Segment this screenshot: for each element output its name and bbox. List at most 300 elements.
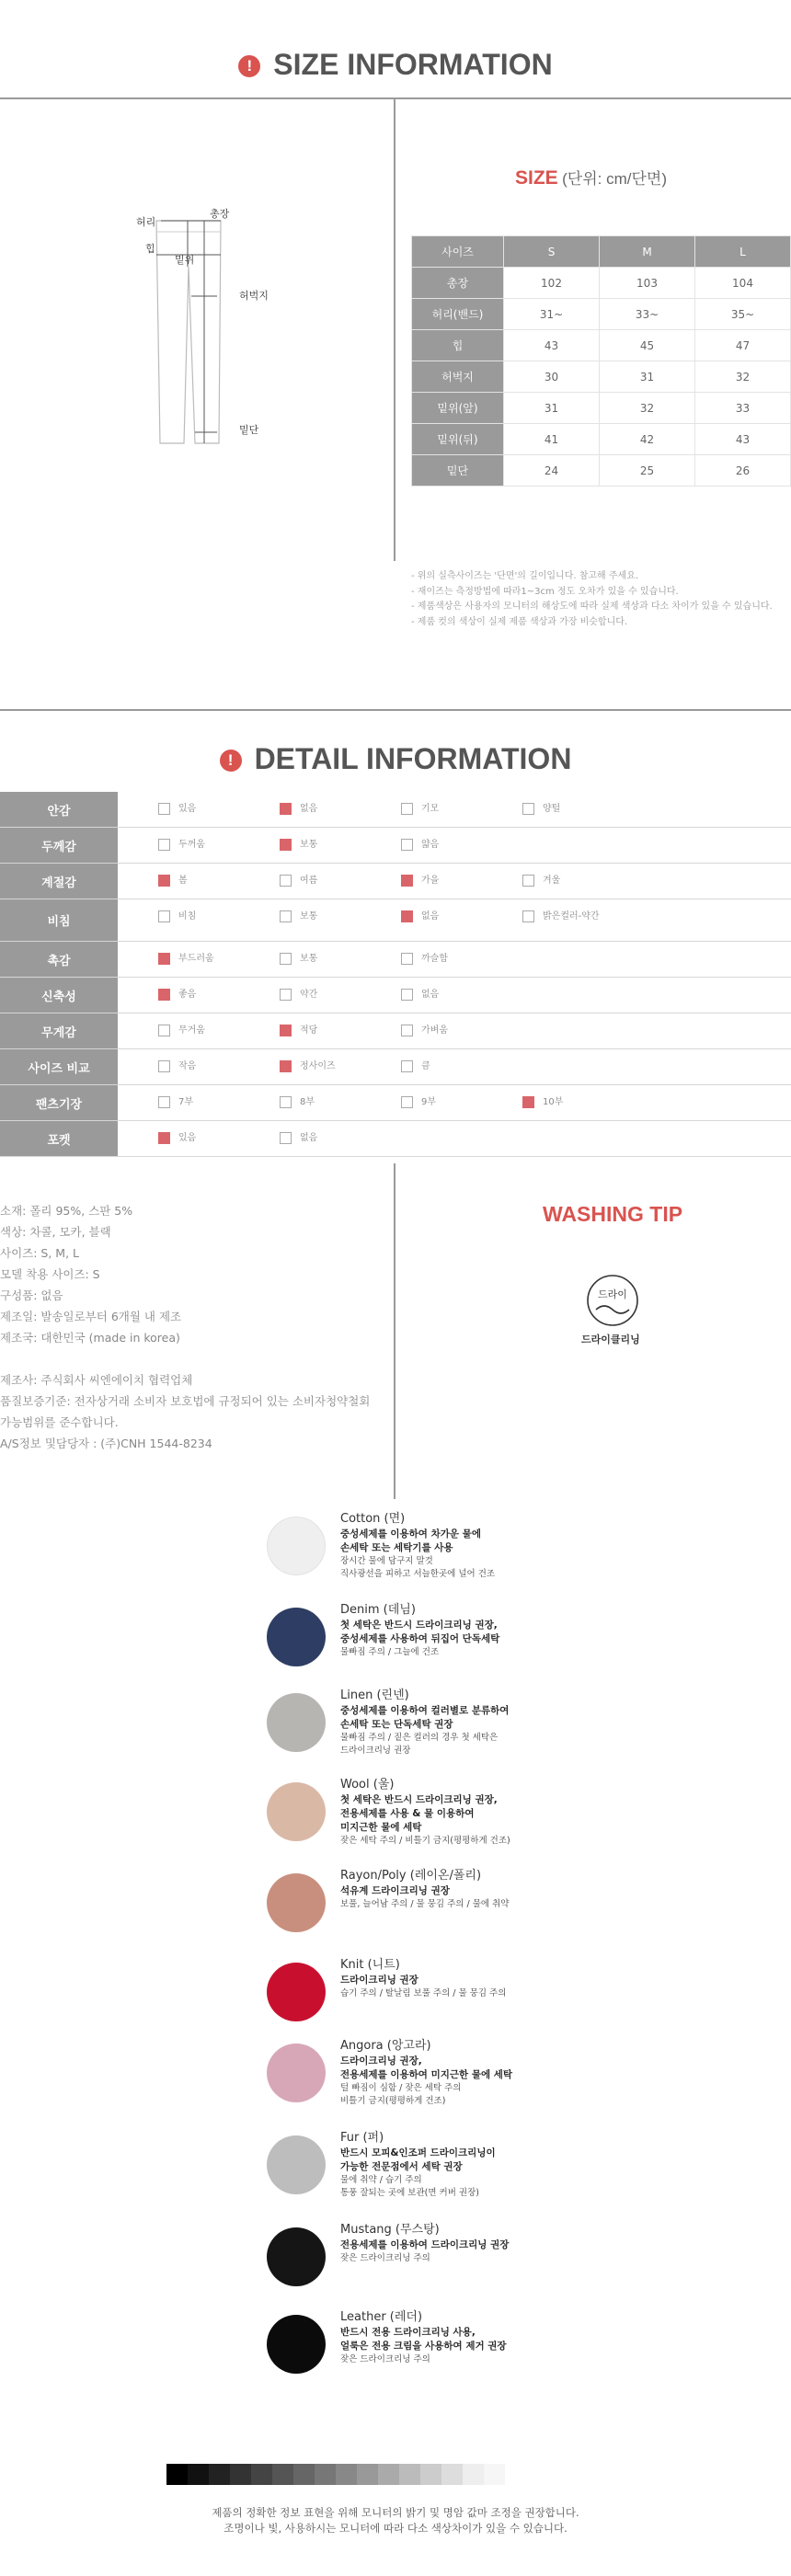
divider: [394, 99, 396, 561]
size-cell: 103: [600, 268, 695, 299]
fabric-item: [267, 1602, 543, 1676]
detail-option-label: 큼: [421, 1061, 430, 1071]
checkbox-checked: [280, 839, 292, 851]
detail-option-label: 가벼움: [421, 1025, 448, 1036]
checkbox-unchecked: [280, 989, 292, 1001]
fabric-desc: 얼룩은 전용 크림을 사용하여 제거 권장: [340, 2341, 507, 2352]
detail-row: [0, 899, 791, 942]
detail-option-label: 보통: [300, 840, 318, 850]
product-info-line: 구성품: 없음: [0, 1288, 63, 1302]
fabric-note: 직사광선을 피하고 서늘한곳에 널어 건조: [340, 1569, 496, 1579]
detail-options: [118, 942, 791, 977]
fabric-item: [267, 1957, 543, 2031]
fabric-name: Fur (퍼): [340, 2131, 384, 2145]
product-info-line: 품질보증기준: 전자상거래 소비자 보호법에 규정되어 있는 소비자청약철회: [0, 1394, 371, 1408]
detail-option: [280, 839, 372, 851]
checkbox-unchecked: [280, 1132, 292, 1144]
detail-option-label: 부드러움: [178, 954, 214, 964]
detail-row-label: 비침: [0, 899, 118, 941]
product-info: [0, 1200, 396, 1454]
fabric-name: Knit (니트): [340, 1958, 400, 1972]
grayscale-swatch: [484, 2464, 505, 2485]
detail-options: [118, 828, 791, 863]
fabric-note: 장시간 물에 담구지 말것: [340, 1556, 433, 1566]
detail-option: [401, 910, 493, 922]
size-row-label: 밑단: [412, 455, 504, 487]
size-cell: 31: [504, 393, 600, 424]
grayscale-swatch: [188, 2464, 209, 2485]
grayscale-swatch: [315, 2464, 336, 2485]
detail-option: [401, 989, 493, 1001]
detail-option-label: 기모: [421, 804, 440, 814]
detail-row-label: 촉감: [0, 942, 118, 977]
detail-option: [158, 803, 250, 815]
size-cell: 30: [504, 361, 600, 393]
size-table-header-cell: 사이즈: [412, 236, 504, 268]
grayscale-bar: [166, 2464, 526, 2485]
exclamation-circle-icon: !: [238, 55, 260, 77]
fabric-note: 통풍 잘되는 곳에 보관(면 커버 권장): [340, 2188, 479, 2198]
bottom-note-line: 조명이나 빛, 사용하시는 모니터에 따라 다소 색상차이가 있을 수 있습니다.: [224, 2522, 567, 2535]
detail-option-label: 9부: [421, 1097, 437, 1107]
fabric-desc: 반드시 모피&인조퍼 드라이크리닝이: [340, 2147, 496, 2158]
checkbox-unchecked: [401, 1025, 413, 1036]
checkbox-unchecked: [280, 953, 292, 965]
fabric-text: [340, 2309, 552, 2366]
fabric-note: 잦은 세탁 주의 / 비틀기 금지(평평하게 건조): [340, 1836, 510, 1846]
fabric-name: Leather (레더): [340, 2310, 423, 2324]
washing-tip-title: WASHING TIP: [543, 1202, 683, 1226]
product-info-line: 제조국: 대한민국 (made in korea): [0, 1331, 180, 1345]
size-table-row: [412, 455, 791, 487]
detail-option-label: 정사이즈: [300, 1061, 336, 1071]
fabric-note: 드라이크리닝 권장: [340, 1746, 411, 1756]
product-info-line: 사이즈: S, M, L: [0, 1246, 79, 1260]
detail-option: [158, 953, 250, 965]
washing-label: 드라이클리닝: [581, 1334, 640, 1345]
fabric-note: 비틀기 금지(평평하게 건조): [340, 2096, 446, 2106]
size-cell: 47: [695, 330, 791, 361]
size-row-label: 힙: [412, 330, 504, 361]
product-info-line: A/S정보 및담당자 : (주)CNH 1544-8234: [0, 1437, 212, 1450]
fabric-desc: 반드시 전용 드라이크리닝 사용,: [340, 2327, 476, 2338]
fabric-swatch: [267, 1873, 326, 1932]
checkbox-unchecked: [158, 910, 170, 922]
size-heading-word: SIZE: [515, 167, 558, 189]
detail-row: [0, 792, 791, 828]
size-cell: 33: [695, 393, 791, 424]
detail-row: [0, 1121, 791, 1157]
detail-row-label: 무게감: [0, 1013, 118, 1048]
size-note: - 제품 컷의 색상이 실제 제품 색상과 가장 비슷합니다.: [411, 616, 628, 627]
dry-clean-icon: [585, 1273, 640, 1328]
size-cell: 31~: [504, 299, 600, 330]
fabric-item: [267, 1511, 543, 1585]
checkbox-unchecked: [401, 1096, 413, 1108]
size-table-header-cell: S: [504, 236, 600, 268]
size-cell: 35~: [695, 299, 791, 330]
grayscale-swatch: [336, 2464, 357, 2485]
detail-option: [158, 989, 250, 1001]
fabric-text: [340, 2130, 552, 2200]
size-note: - 위의 실측사이즈는 '단면'의 길이입니다. 참고해 주세요.: [411, 571, 639, 581]
detail-option-label: 여름: [300, 876, 318, 886]
fabric-desc: 첫 세탁은 반드시 드라이크리닝 권장,: [340, 1620, 498, 1631]
detail-options: [118, 1121, 791, 1156]
fabric-name: Angora (앙고라): [340, 2039, 431, 2053]
fabric-desc: 첫 세탁은 반드시 드라이크리닝 권장,: [340, 1794, 498, 1805]
detail-options: [118, 1049, 791, 1084]
detail-options: [118, 899, 791, 941]
detail-option: [401, 803, 493, 815]
detail-option: [158, 1132, 250, 1144]
detail-option: [158, 875, 250, 887]
fabric-text: [340, 1511, 552, 1581]
detail-option-label: 적당: [300, 1025, 318, 1036]
checkbox-checked: [522, 1096, 534, 1108]
fabric-name: Denim (데님): [340, 1603, 416, 1617]
detail-option-label: 7부: [178, 1097, 194, 1107]
bottom-note-line: 제품의 정확한 정보 표현을 위해 모니터의 밝기 및 명암 값마 조정을 권장합니다.: [212, 2506, 579, 2519]
product-info-line: 색상: 차콜, 모카, 블랙: [0, 1225, 111, 1239]
detail-options: [118, 978, 791, 1013]
detail-options: [118, 864, 791, 899]
detail-option: [280, 1060, 372, 1072]
grayscale-swatch: [399, 2464, 420, 2485]
diagram-label-length: 총장: [210, 208, 230, 220]
size-table-row: [412, 330, 791, 361]
detail-option-label: 없음: [421, 911, 440, 922]
size-cell: 32: [695, 361, 791, 393]
fabric-desc: 전용세제를 이용하여 드라이크리닝 권장: [340, 2239, 510, 2250]
fabric-desc: 중성세제를 이용하여 컬러별로 분류하여: [340, 1705, 510, 1716]
grayscale-swatch: [378, 2464, 399, 2485]
detail-option: [158, 910, 250, 922]
checkbox-unchecked: [401, 1060, 413, 1072]
checkbox-checked: [280, 1060, 292, 1072]
fabric-swatch: [267, 2135, 326, 2194]
fabric-desc: 가능한 전문점에서 세탁 권장: [340, 2161, 463, 2172]
dry-clean-icon-text: 드라이: [598, 1288, 627, 1300]
size-cell: 43: [695, 424, 791, 455]
fabric-note: 보풀, 늘어남 주의 / 물 뭉김 주의 / 물에 취약: [340, 1899, 510, 1909]
detail-row: [0, 942, 791, 978]
checkbox-checked: [401, 910, 413, 922]
detail-option: [401, 953, 493, 965]
size-table-row: [412, 393, 791, 424]
detail-option-label: 좋음: [178, 990, 197, 1000]
fabric-item: [267, 2309, 543, 2383]
detail-option-label: 봄: [178, 876, 188, 886]
checkbox-unchecked: [401, 803, 413, 815]
checkbox-checked: [158, 989, 170, 1001]
fabric-note: 털 빠짐이 심함 / 잦은 세탁 주의: [340, 2083, 462, 2093]
checkbox-unchecked: [158, 1096, 170, 1108]
detail-row-label: 포켓: [0, 1121, 118, 1156]
checkbox-checked: [158, 1132, 170, 1144]
detail-row-label: 안감: [0, 792, 118, 827]
checkbox-unchecked: [158, 1025, 170, 1036]
fabric-swatch: [267, 1608, 326, 1666]
fabric-desc: 중성세제를 사용하여 뒤집어 단독세탁: [340, 1633, 500, 1644]
grayscale-swatch: [357, 2464, 378, 2485]
fabric-note: 습기 주의 / 탈날림 보풀 주의 / 물 뭉김 주의: [340, 1988, 507, 1998]
divider: [0, 709, 791, 711]
size-cell: 25: [600, 455, 695, 487]
detail-row-label: 계절감: [0, 864, 118, 899]
size-cell: 42: [600, 424, 695, 455]
detail-row-label: 두께감: [0, 828, 118, 863]
detail-option: [401, 875, 493, 887]
checkbox-unchecked: [280, 1096, 292, 1108]
detail-options: [118, 1013, 791, 1048]
fabric-desc: 미지근한 물에 세탁: [340, 1822, 422, 1833]
detail-title-text: DETAIL INFORMATION: [254, 742, 572, 775]
grayscale-swatch: [272, 2464, 293, 2485]
grayscale-swatch: [441, 2464, 463, 2485]
checkbox-unchecked: [280, 910, 292, 922]
size-table-header-cell: M: [600, 236, 695, 268]
detail-option-label: 8부: [300, 1097, 315, 1107]
fabric-swatch: [267, 1782, 326, 1841]
fabric-item: [267, 1688, 543, 1761]
fabric-note: 잦은 드라이크리닝 주의: [340, 2253, 430, 2263]
detail-row-label: 팬츠기장: [0, 1085, 118, 1120]
checkbox-unchecked: [522, 803, 534, 815]
checkbox-checked: [401, 875, 413, 887]
checkbox-checked: [280, 803, 292, 815]
fabric-swatch: [267, 2227, 326, 2286]
detail-option: [522, 803, 614, 815]
detail-option: [522, 875, 614, 887]
size-heading: [515, 166, 667, 189]
fabric-note: 물빠짐 주의 / 그늘에 건조: [340, 1647, 440, 1657]
detail-option: [280, 1096, 372, 1108]
detail-option-label: 보통: [300, 954, 318, 964]
product-info-line: 제조사: 주식회사 씨엔에이치 협력업체: [0, 1373, 193, 1387]
fabric-name: Mustang (무스탕): [340, 2223, 440, 2237]
size-section-title: [0, 48, 791, 82]
checkbox-unchecked: [522, 875, 534, 887]
detail-option-label: 없음: [300, 1133, 318, 1143]
size-cell: 31: [600, 361, 695, 393]
fabric-desc: 전용세제를 사용 & 물 이용하여: [340, 1808, 475, 1819]
detail-option-label: 보통: [300, 911, 318, 922]
fabric-desc: 손세탁 또는 단독세탁 권장: [340, 1719, 453, 1730]
fabric-text: [340, 1688, 552, 1757]
checkbox-unchecked: [401, 953, 413, 965]
detail-row-label: 신축성: [0, 978, 118, 1013]
fabric-note: 잦은 드라이크리닝 주의: [340, 2354, 430, 2364]
checkbox-unchecked: [158, 803, 170, 815]
checkbox-unchecked: [158, 839, 170, 851]
size-table: [411, 235, 791, 487]
grayscale-swatch: [251, 2464, 272, 2485]
diagram-label-thigh: 허벅지: [239, 290, 269, 302]
diagram-label-hem: 밑단: [239, 424, 259, 436]
size-table-row: [412, 268, 791, 299]
detail-row-label: 사이즈 비교: [0, 1049, 118, 1084]
fabric-name: Linen (린넨): [340, 1689, 409, 1702]
size-cell: 32: [600, 393, 695, 424]
size-note: - 제품색상은 사용자의 모니터의 해상도에 따라 실제 색상과 다소 차이가 있을 수 있습니다.: [411, 601, 773, 612]
fabric-text: [340, 1602, 552, 1659]
size-notes: [411, 569, 788, 630]
size-cell: 41: [504, 424, 600, 455]
grayscale-swatch: [230, 2464, 251, 2485]
detail-option-label: 작음: [178, 1061, 197, 1071]
grayscale-swatch: [166, 2464, 188, 2485]
detail-option: [280, 875, 372, 887]
fabric-text: [340, 1777, 552, 1848]
fabric-item: [267, 2038, 543, 2112]
size-table-header-cell: L: [695, 236, 791, 268]
size-row-label: 밑위(뒤): [412, 424, 504, 455]
detail-option-label: 얇음: [421, 840, 440, 850]
size-cell: 43: [504, 330, 600, 361]
size-row-label: 밑위(앞): [412, 393, 504, 424]
detail-table: [0, 792, 791, 1157]
detail-option: [280, 910, 372, 922]
fabric-item: [267, 2222, 543, 2296]
detail-option-label: 양털: [543, 804, 561, 814]
detail-option-label: 가을: [421, 876, 440, 886]
checkbox-unchecked: [280, 875, 292, 887]
product-info-line: [0, 1348, 396, 1369]
checkbox-unchecked: [401, 989, 413, 1001]
fabric-text: [340, 1868, 552, 1911]
detail-option-label: 없음: [421, 990, 440, 1000]
size-cell: 26: [695, 455, 791, 487]
fabric-note: 물에 취약 / 습기 주의: [340, 2175, 422, 2185]
fabric-name: Cotton (면): [340, 1512, 406, 1526]
size-table-header: [412, 236, 791, 268]
fabric-swatch: [267, 2044, 326, 2102]
grayscale-swatch: [209, 2464, 230, 2485]
detail-option-label: 없음: [300, 804, 318, 814]
detail-option-label: 밝은컬러-약간: [543, 911, 600, 922]
detail-row: [0, 828, 791, 864]
fabric-item: [267, 1868, 543, 1941]
fabric-text: [340, 1957, 552, 2000]
size-table-row: [412, 299, 791, 330]
size-title-text: SIZE INFORMATION: [273, 48, 553, 81]
detail-option: [280, 953, 372, 965]
detail-option-label: 약간: [300, 990, 318, 1000]
size-table-row: [412, 361, 791, 393]
fabric-item: [267, 1777, 543, 1850]
size-note: - 재이즈는 측정방법에 따라1~3cm 정도 오차가 있을 수 있습니다.: [411, 586, 679, 597]
product-info-line: 가능범위를 준수합니다.: [0, 1415, 119, 1429]
size-cell: 45: [600, 330, 695, 361]
detail-row: [0, 1085, 791, 1121]
detail-option-label: 비침: [178, 911, 197, 922]
fabric-desc: 드라이크리닝 권장,: [340, 2055, 422, 2067]
fabric-desc: 손세탁 또는 세탁기를 사용: [340, 1542, 453, 1553]
detail-option: [280, 989, 372, 1001]
checkbox-unchecked: [158, 1060, 170, 1072]
size-table-row: [412, 424, 791, 455]
grayscale-swatch: [293, 2464, 315, 2485]
checkbox-checked: [280, 1025, 292, 1036]
size-cell: 33~: [600, 299, 695, 330]
product-info-line: 소재: 폴리 95%, 스판 5%: [0, 1204, 133, 1218]
fabric-text: [340, 2222, 552, 2265]
size-row-label: 허리(밴드): [412, 299, 504, 330]
detail-option: [158, 1060, 250, 1072]
checkbox-unchecked: [522, 910, 534, 922]
detail-option: [158, 839, 250, 851]
detail-section-title: [0, 742, 791, 776]
detail-option: [401, 1025, 493, 1036]
detail-row: [0, 1013, 791, 1049]
detail-option-label: 겨울: [543, 876, 561, 886]
detail-option: [401, 1096, 493, 1108]
checkbox-unchecked: [401, 839, 413, 851]
detail-option-label: 있음: [178, 804, 197, 814]
detail-option-label: 두꺼움: [178, 840, 205, 850]
fabric-name: Wool (울): [340, 1778, 395, 1792]
detail-option-label: 까슬함: [421, 954, 448, 964]
fabric-item: [267, 2130, 543, 2204]
detail-option: [280, 1132, 372, 1144]
fabric-desc: 석유계 드라이크리닝 권장: [340, 1885, 450, 1896]
size-heading-unit: (단위: cm/단면): [562, 170, 667, 188]
grayscale-swatch: [463, 2464, 484, 2485]
detail-option: [280, 803, 372, 815]
exclamation-circle-icon: !: [220, 750, 242, 772]
diagram-label-hip: 힙: [145, 243, 155, 255]
detail-option: [158, 1096, 250, 1108]
detail-option: [280, 1025, 372, 1036]
fabric-text: [340, 2038, 552, 2108]
diagram-label-rise: 밑위: [175, 254, 195, 266]
fabric-note: 물빠짐 주의 / 짙은 컬러의 경우 첫 세탁은: [340, 1733, 499, 1743]
detail-option: [522, 910, 614, 922]
fabric-swatch: [267, 2315, 326, 2374]
detail-option-label: 있음: [178, 1133, 197, 1143]
detail-option-label: 무거움: [178, 1025, 205, 1036]
size-row-label: 허벅지: [412, 361, 504, 393]
fabric-swatch: [267, 1963, 326, 2021]
detail-row: [0, 978, 791, 1013]
size-cell: 102: [504, 268, 600, 299]
detail-option: [401, 839, 493, 851]
fabric-swatch: [267, 1693, 326, 1752]
diagram-label-waist: 허리: [136, 216, 156, 228]
detail-options: [118, 1085, 791, 1120]
fabric-swatch: [267, 1517, 326, 1575]
detail-option: [158, 1025, 250, 1036]
checkbox-checked: [158, 875, 170, 887]
size-row-label: 총장: [412, 268, 504, 299]
grayscale-swatch: [420, 2464, 441, 2485]
detail-row: [0, 1049, 791, 1085]
checkbox-checked: [158, 953, 170, 965]
detail-option-label: 10부: [543, 1097, 564, 1107]
fabric-name: Rayon/Poly (레이온/폴리): [340, 1869, 482, 1883]
fabric-desc: 중성세제를 이용하여 차가운 물에: [340, 1528, 481, 1540]
size-cell: 24: [504, 455, 600, 487]
product-info-line: 모델 착용 사이즈: S: [0, 1267, 100, 1281]
divider: [0, 97, 791, 99]
product-info-line: 제조일: 발송일로부터 6개월 내 제조: [0, 1310, 182, 1323]
detail-options: [118, 792, 791, 827]
size-cell: 104: [695, 268, 791, 299]
detail-option: [401, 1060, 493, 1072]
fabric-desc: 전용세제를 이용하여 미지근한 물에 세탁: [340, 2069, 513, 2080]
grayscale-swatch: [505, 2464, 526, 2485]
